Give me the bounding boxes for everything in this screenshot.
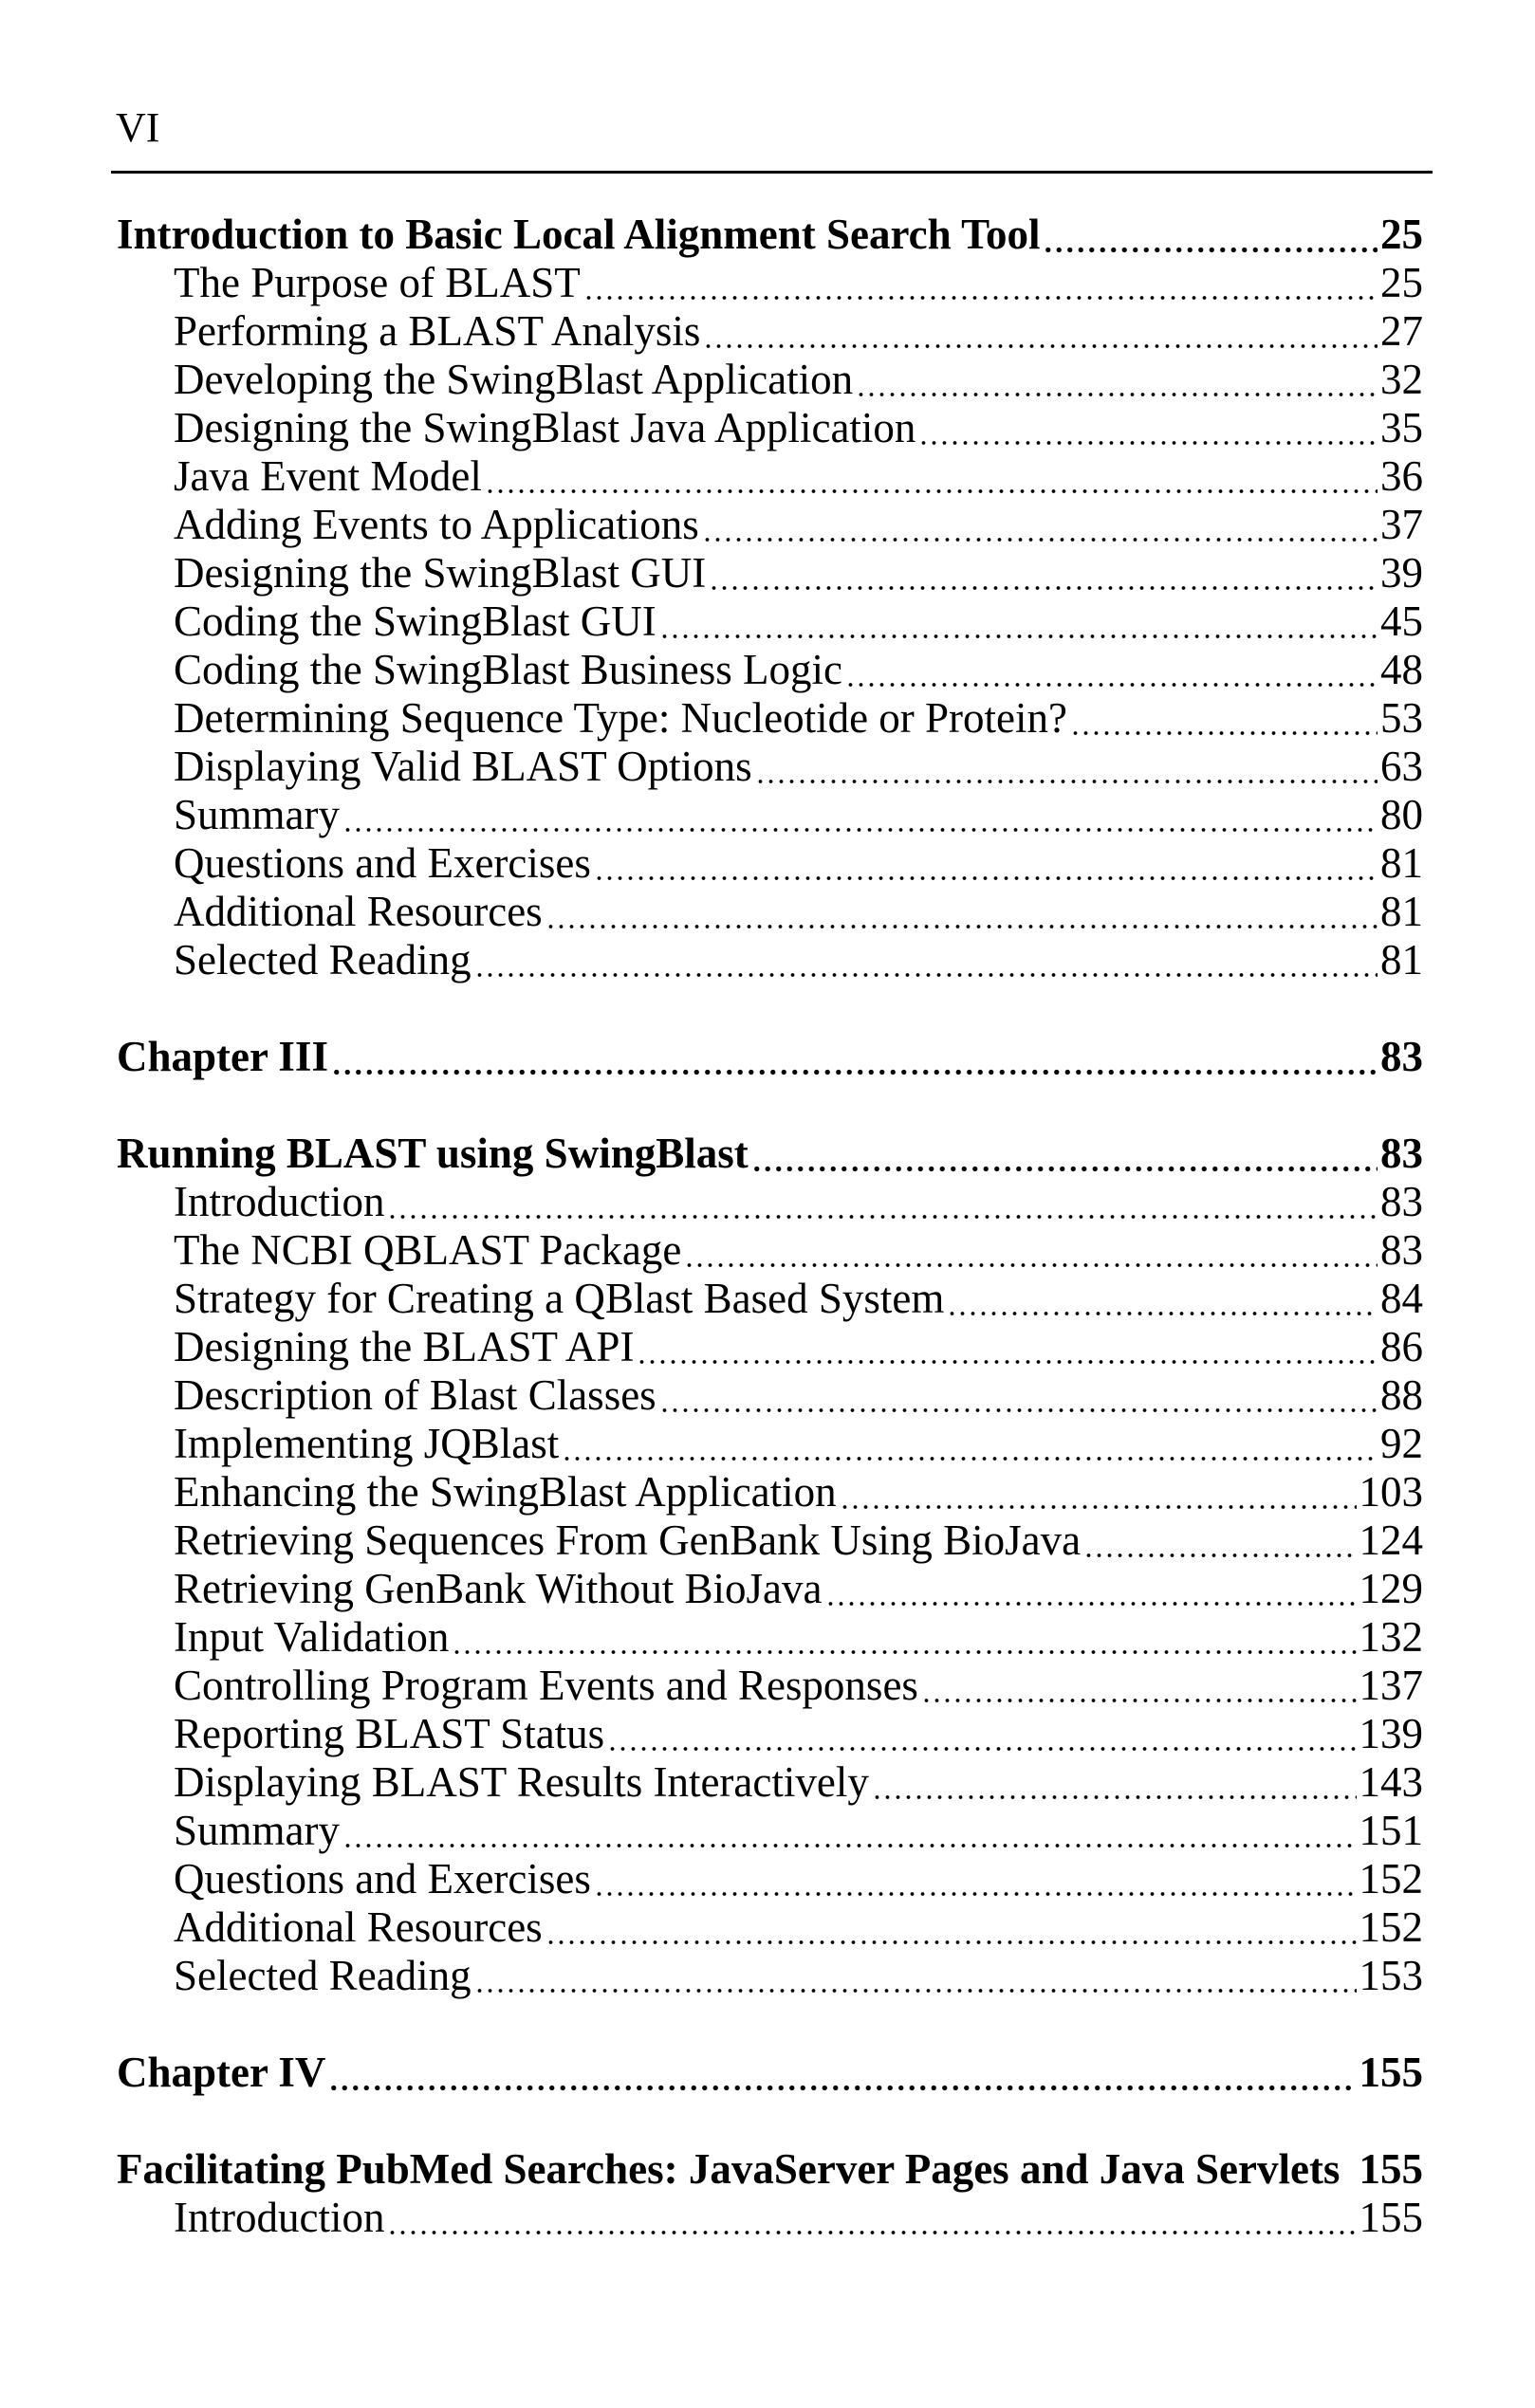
toc-title: Introduction — [174, 1178, 385, 1225]
toc-title: Facilitating PubMed Searches: JavaServer Pages and Java Servlets — [117, 2145, 1341, 2193]
toc-page-number: 103 — [1359, 1468, 1423, 1516]
toc-entry[interactable] — [117, 1855, 1423, 1903]
toc-title: Coding the SwingBlast Business Logic — [174, 646, 843, 693]
toc-title: Questions and Exercises — [174, 1855, 591, 1903]
toc-page-number: 39 — [1380, 549, 1423, 597]
dot-leader — [659, 597, 1378, 646]
toc-title: Description of Blast Classes — [174, 1371, 657, 1419]
toc-title: Retrieving GenBank Without BioJava — [174, 1565, 823, 1612]
toc-title: Enhancing the SwingBlast Application — [174, 1468, 837, 1516]
toc-page-number: 63 — [1380, 743, 1423, 790]
dot-leader — [1340, 2145, 1359, 2194]
toc-page-number: 86 — [1380, 1323, 1423, 1370]
toc-entry[interactable] — [117, 1952, 1423, 2000]
toc-title: Summary — [174, 791, 340, 838]
dot-leader — [387, 1178, 1378, 1226]
toc-title: The NCBI QBLAST Package — [174, 1226, 682, 1274]
dot-leader — [947, 1275, 1378, 1323]
toc-title: Designing the BLAST API — [174, 1323, 635, 1370]
toc-title: Designing the SwingBlast GUI — [174, 549, 707, 597]
toc-title: Displaying BLAST Results Interactively — [174, 1758, 869, 1806]
toc-page-number: 84 — [1380, 1275, 1423, 1322]
toc-title: Adding Events to Applications — [174, 501, 699, 548]
toc-entry[interactable] — [117, 2194, 1423, 2242]
toc-page-number: 25 — [1380, 259, 1423, 306]
toc-page-number: 92 — [1380, 1420, 1423, 1467]
toc-entry[interactable] — [117, 1468, 1423, 1516]
toc-title: Introduction — [174, 2194, 385, 2241]
toc-title: Developing the SwingBlast Application — [174, 356, 854, 403]
toc-entry[interactable] — [117, 1758, 1423, 1807]
toc-title: Additional Resources — [174, 1903, 543, 1951]
toc-page-number: 36 — [1380, 452, 1423, 500]
toc-page-number: 37 — [1380, 501, 1423, 548]
toc-heading[interactable] — [117, 2049, 1423, 2097]
dot-leader — [546, 888, 1378, 936]
dot-leader — [840, 1468, 1357, 1516]
toc-title: Controlling Program Events and Responses — [174, 1662, 918, 1709]
dot-leader — [342, 1807, 1357, 1855]
dot-leader — [1043, 211, 1378, 259]
toc-title: Displaying Valid BLAST Options — [174, 743, 752, 790]
dot-leader — [659, 1371, 1378, 1420]
toc-page-number: 139 — [1359, 1710, 1423, 1757]
toc-page-number: 124 — [1359, 1516, 1423, 1564]
toc-page-number: 27 — [1380, 307, 1423, 355]
toc-page-number: 151 — [1359, 1807, 1423, 1854]
toc-page-number: 143 — [1359, 1758, 1423, 1806]
dot-leader — [921, 1662, 1357, 1710]
dot-leader — [485, 452, 1378, 501]
toc-entry[interactable] — [117, 1226, 1423, 1275]
dot-leader — [709, 549, 1378, 597]
toc-title: Introduction to Basic Local Alignment Search Tool — [117, 211, 1041, 258]
toc-title: Designing the SwingBlast Java Application — [174, 404, 916, 451]
toc-page-number: 152 — [1359, 1903, 1423, 1951]
toc-heading[interactable] — [117, 1130, 1423, 1178]
toc-page-number: 83 — [1380, 1178, 1423, 1225]
dot-leader — [594, 1855, 1357, 1903]
toc-title: Strategy for Creating a QBlast Based System — [174, 1275, 945, 1322]
dot-leader — [1070, 694, 1378, 743]
toc-title: The Purpose of BLAST — [174, 259, 581, 306]
dot-leader — [583, 259, 1378, 307]
dot-leader — [856, 356, 1378, 404]
toc-entry[interactable] — [117, 597, 1423, 646]
dot-leader — [703, 307, 1378, 356]
toc-title: Chapter III — [117, 1033, 328, 1080]
toc-entry[interactable] — [117, 404, 1423, 452]
toc-entry[interactable] — [117, 356, 1423, 404]
dot-leader — [594, 839, 1378, 888]
dot-leader — [684, 1226, 1378, 1275]
toc-entry[interactable] — [117, 1903, 1423, 1952]
toc-page-number: 48 — [1380, 646, 1423, 693]
toc-title: Selected Reading — [174, 936, 472, 983]
toc-page-number: 83 — [1380, 1130, 1423, 1177]
toc-page-number: 81 — [1380, 888, 1423, 935]
toc-entry[interactable] — [117, 549, 1423, 597]
toc-entry[interactable] — [117, 452, 1423, 501]
dot-leader — [872, 1758, 1357, 1807]
dot-leader — [845, 646, 1378, 694]
toc-entry[interactable] — [117, 259, 1423, 307]
dot-leader — [331, 1033, 1378, 1081]
dot-leader — [387, 2194, 1356, 2242]
toc-heading[interactable] — [117, 211, 1423, 259]
dot-leader — [474, 936, 1378, 984]
toc-title: Java Event Model — [174, 452, 482, 500]
toc-heading[interactable] — [117, 1033, 1423, 1081]
page-number: VI — [116, 104, 160, 151]
toc-page-number: 53 — [1380, 694, 1423, 742]
toc-entry[interactable] — [117, 791, 1423, 839]
toc-entry[interactable] — [117, 1662, 1423, 1710]
toc-title: Retrieving Sequences From GenBank Using BioJava — [174, 1516, 1082, 1564]
toc-entry[interactable] — [117, 1275, 1423, 1323]
table-of-contents — [117, 211, 1423, 2242]
dot-leader — [751, 1130, 1378, 1178]
toc-title: Input Validation — [174, 1613, 450, 1661]
toc-entry[interactable] — [117, 1178, 1423, 1226]
toc-entry[interactable] — [117, 743, 1423, 791]
dot-leader — [918, 404, 1378, 452]
toc-title: Questions and Exercises — [174, 839, 591, 887]
dot-leader — [825, 1565, 1357, 1613]
toc-title: Additional Resources — [174, 888, 543, 935]
dot-leader — [755, 743, 1378, 791]
toc-title: Chapter IV — [117, 2049, 326, 2096]
dot-leader — [452, 1613, 1356, 1662]
toc-page-number: 132 — [1359, 1613, 1423, 1661]
toc-page-number: 81 — [1380, 936, 1423, 983]
toc-entry[interactable] — [117, 1710, 1423, 1758]
toc-entry[interactable] — [117, 1565, 1423, 1613]
toc-entry[interactable] — [117, 1613, 1423, 1662]
toc-entry[interactable] — [117, 1371, 1423, 1420]
toc-page-number: 155 — [1359, 2145, 1423, 2193]
toc-page-number: 152 — [1359, 1855, 1423, 1903]
dot-leader — [562, 1420, 1378, 1468]
toc-page-number: 88 — [1380, 1371, 1423, 1419]
header-rule — [111, 171, 1433, 174]
dot-leader — [546, 1903, 1357, 1952]
toc-page-number: 80 — [1380, 791, 1423, 838]
toc-entry[interactable] — [117, 1420, 1423, 1468]
toc-entry[interactable] — [117, 839, 1423, 888]
toc-page-number: 155 — [1359, 2194, 1423, 2241]
dot-leader — [474, 1952, 1357, 2000]
toc-title: Running BLAST using SwingBlast — [117, 1130, 749, 1177]
toc-title: Reporting BLAST Status — [174, 1710, 605, 1757]
toc-heading[interactable] — [117, 2145, 1423, 2194]
toc-page-number: 45 — [1380, 597, 1423, 645]
dot-leader — [702, 501, 1378, 549]
toc-page-number: 155 — [1359, 2049, 1423, 2096]
toc-entry[interactable] — [117, 1807, 1423, 1855]
toc-page-number: 83 — [1380, 1226, 1423, 1274]
toc-page-number: 35 — [1380, 404, 1423, 451]
toc-title: Performing a BLAST Analysis — [174, 307, 701, 355]
toc-page-number: 153 — [1359, 1952, 1423, 1999]
toc-entry[interactable] — [117, 936, 1423, 984]
dot-leader — [1083, 1516, 1356, 1565]
toc-title: Summary — [174, 1807, 340, 1854]
toc-title: Coding the SwingBlast GUI — [174, 597, 657, 645]
dot-leader — [637, 1323, 1378, 1371]
toc-entry[interactable] — [117, 1323, 1423, 1371]
dot-leader — [328, 2049, 1356, 2097]
toc-entry[interactable] — [117, 307, 1423, 356]
toc-title: Determining Sequence Type: Nucleotide or Protein? — [174, 694, 1067, 742]
toc-page-number: 129 — [1359, 1565, 1423, 1612]
toc-title: Implementing JQBlast — [174, 1420, 560, 1467]
toc-page-number: 32 — [1380, 356, 1423, 403]
toc-entry[interactable] — [117, 888, 1423, 936]
dot-leader — [607, 1710, 1356, 1758]
toc-entry[interactable] — [117, 501, 1423, 549]
toc-page-number: 137 — [1359, 1662, 1423, 1709]
toc-page-number: 81 — [1380, 839, 1423, 887]
dot-leader — [342, 791, 1378, 839]
toc-page-number: 25 — [1380, 211, 1423, 258]
toc-title: Selected Reading — [174, 1952, 472, 1999]
toc-page-number: 83 — [1380, 1033, 1423, 1080]
toc-entry[interactable] — [117, 1516, 1423, 1565]
toc-entry[interactable] — [117, 694, 1423, 743]
toc-entry[interactable] — [117, 646, 1423, 694]
